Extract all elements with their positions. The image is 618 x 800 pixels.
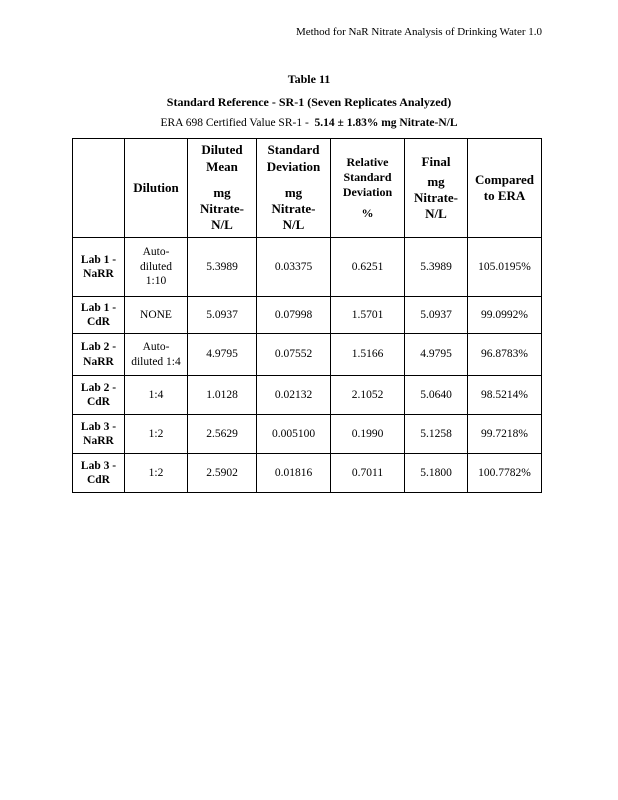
sd-cell: 0.02132 — [257, 376, 331, 415]
header-line: Diluted — [201, 142, 243, 158]
table-row — [73, 238, 542, 297]
compared-cell: 105.0195% — [468, 238, 542, 297]
header-line: Standard — [343, 170, 392, 184]
dilution-cell: 1:2 — [125, 454, 188, 493]
rsd-cell: 0.6251 — [331, 238, 405, 297]
header-line: Compared — [475, 171, 534, 187]
certified-value: 5.14 ± 1.83% mg Nitrate-N/L — [314, 117, 458, 129]
header-lab — [73, 139, 125, 238]
header-line: Deviation — [266, 158, 321, 174]
final-cell: 5.0937 — [405, 297, 468, 334]
certified-prefix: ERA 698 Certified Value SR-1 - — [160, 117, 309, 129]
header-line: to ERA — [483, 188, 526, 203]
header-line: mg — [427, 173, 445, 189]
rsd-cell: 0.1990 — [331, 415, 405, 454]
sd-cell: 0.005100 — [257, 415, 331, 454]
compared-cell: 98.5214% — [468, 376, 542, 415]
table-title: Standard Reference - SR-1 (Seven Replicates Analyzed) — [166, 95, 452, 109]
sd-cell: 0.01816 — [257, 454, 331, 493]
table-row — [73, 376, 542, 415]
header-line: Nitrate- — [199, 201, 245, 217]
final-cell: 5.1800 — [405, 454, 468, 493]
header-line: mg — [213, 184, 231, 200]
table-number: Table 11 — [287, 72, 331, 86]
mean-cell: 5.0937 — [188, 297, 257, 334]
lab-cell: Lab 3 - CdR — [73, 454, 125, 493]
dilution-cell: NONE — [125, 297, 188, 334]
header-final — [405, 139, 468, 238]
results-table — [72, 138, 542, 493]
header-line: mg — [284, 184, 303, 200]
sd-cell: 0.03375 — [257, 238, 331, 297]
mean-cell: 2.5629 — [188, 415, 257, 454]
compared-cell: 99.7218% — [468, 415, 542, 454]
rsd-cell: 0.7011 — [331, 454, 405, 493]
final-cell: 5.1258 — [405, 415, 468, 454]
header-line: Final — [421, 153, 451, 169]
table-row — [73, 297, 542, 334]
dilution-cell: 1:4 — [125, 376, 188, 415]
rsd-cell: 2.1052 — [331, 376, 405, 415]
header-standard-deviation — [257, 139, 331, 238]
table-row — [73, 415, 542, 454]
certified-value-line — [0, 117, 618, 129]
lab-cell: Lab 3 - NaRR — [73, 415, 125, 454]
dilution-cell: Auto- diluted 1:4 — [125, 334, 188, 376]
final-cell: 4.9795 — [405, 334, 468, 376]
header-compared-to-era — [468, 139, 542, 238]
header-relative-std-dev — [331, 139, 405, 238]
final-cell: 5.3989 — [405, 238, 468, 297]
compared-cell: 100.7782% — [468, 454, 542, 493]
header-row — [73, 139, 542, 238]
mean-cell: 5.3989 — [188, 238, 257, 297]
header-line: Standard — [267, 142, 320, 158]
lab-cell: Lab 2 - CdR — [73, 376, 125, 415]
sd-cell: 0.07998 — [257, 297, 331, 334]
rsd-cell: 1.5701 — [331, 297, 405, 334]
header-line: N/L — [211, 217, 233, 233]
lab-cell: Lab 2 - NaRR — [73, 334, 125, 376]
header-line: Deviation — [342, 185, 393, 199]
mean-cell: 1.0128 — [188, 376, 257, 415]
header-line: Nitrate- — [271, 201, 316, 217]
lab-cell: Lab 1 - CdR — [73, 297, 125, 334]
header-line: % — [361, 206, 374, 220]
header-line: N/L — [425, 206, 447, 222]
rsd-cell: 1.5166 — [331, 334, 405, 376]
compared-cell: 99.0992% — [468, 297, 542, 334]
final-cell: 5.0640 — [405, 376, 468, 415]
compared-cell: 96.8783% — [468, 334, 542, 376]
header-line: N/L — [282, 217, 305, 233]
dilution-cell: 1:2 — [125, 415, 188, 454]
sd-cell: 0.07552 — [257, 334, 331, 376]
running-head: Method for NaR Nitrate Analysis of Drinking Water 1.0 — [295, 26, 542, 38]
lab-cell: Lab 1 - NaRR — [73, 238, 125, 297]
dilution-cell: Auto- diluted 1:10 — [125, 238, 188, 297]
mean-cell: 2.5902 — [188, 454, 257, 493]
table-row — [73, 334, 542, 376]
table-row — [73, 454, 542, 493]
header-line: Relative — [346, 155, 389, 169]
header-line: Mean — [206, 158, 238, 174]
header-dilution: Dilution — [125, 139, 188, 238]
header-diluted-mean — [188, 139, 257, 238]
mean-cell: 4.9795 — [188, 334, 257, 376]
header-line: Nitrate- — [413, 190, 459, 205]
